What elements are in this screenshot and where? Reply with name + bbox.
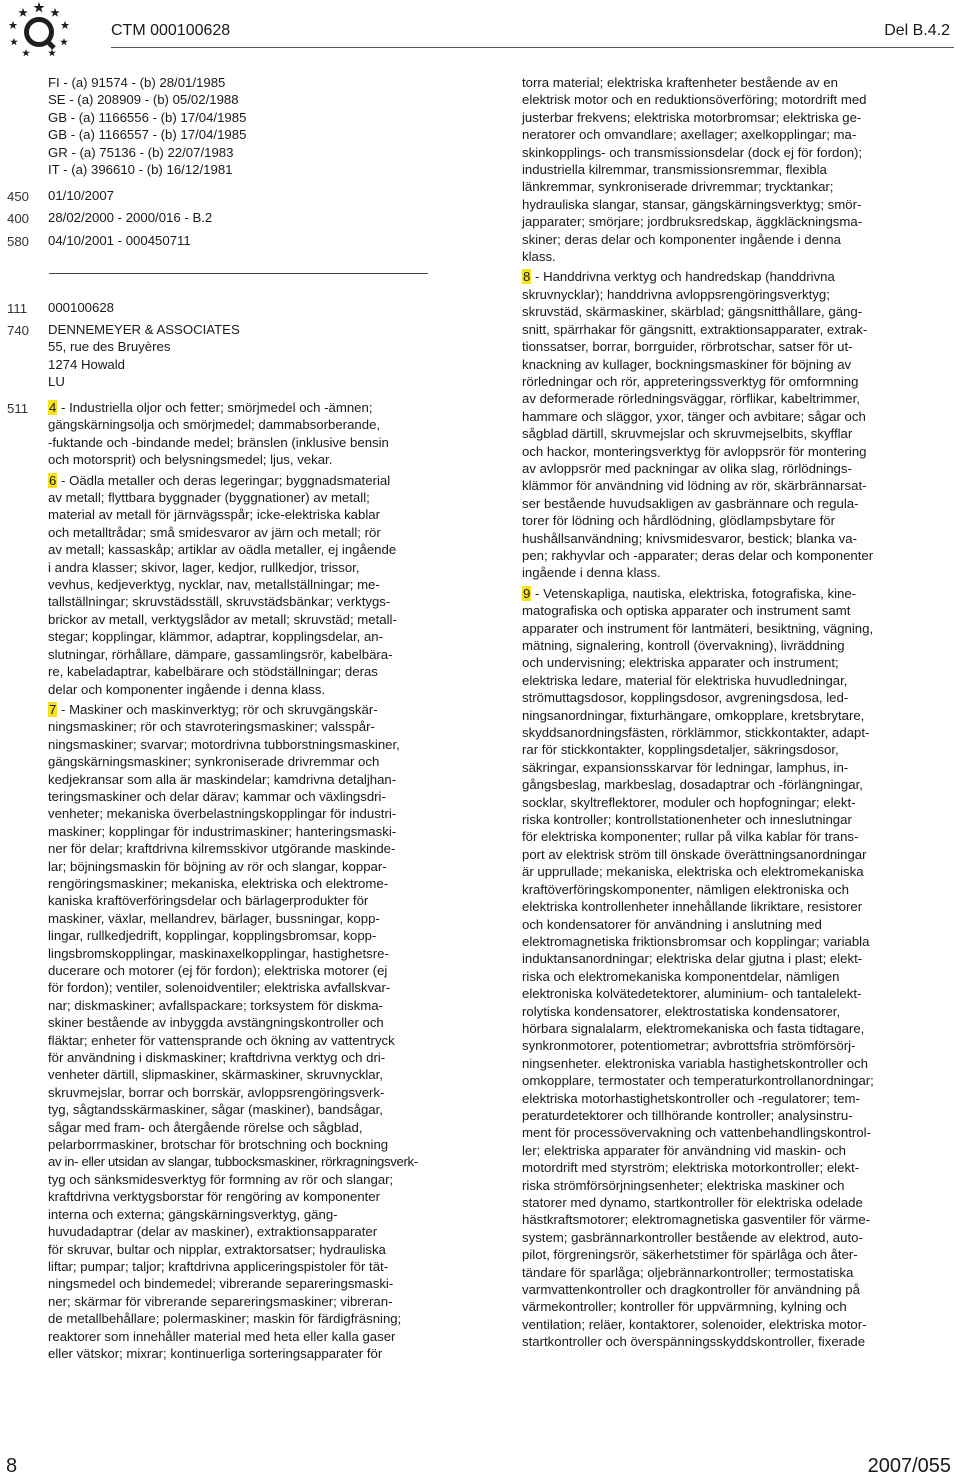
class-line: tyg och sänksmidesverktyg för formning av rör och slangar; xyxy=(48,1171,394,1187)
class-line: induktansanordningar; elektriska delar gjutna i plast; elekt- xyxy=(522,951,863,967)
inid-code-580: 580 xyxy=(7,234,30,249)
class-line: ducerare och motorer (ej för fordon); elektriska motorer (ej xyxy=(48,963,388,978)
class-line: skinkopplings- och transmissionsdelar (dock ej för fordon); xyxy=(522,144,863,160)
class-line: system; gasbrännarkontroller bestående av elektrod, auto- xyxy=(522,1229,863,1245)
class-line: elektriska ledare, material för elektriska huvudledningar, xyxy=(522,672,848,688)
class-line: matografiska och optiska apparater och instrument samt xyxy=(522,603,851,619)
class-line: knackning av kullager, bockningsmaskiner för böjning av xyxy=(522,356,852,372)
field-400: 28/02/2000 - 2000/016 - B.2 xyxy=(48,210,213,225)
class-number-4: 4 xyxy=(49,400,57,415)
class-line: venheter; mekaniska överbelastningskopplingar för industri- xyxy=(48,806,397,822)
class-line: rengöringsmaskiner; mekaniska, elektriska och elektrome- xyxy=(48,875,389,891)
priority-line: GB - (a) 1166557 - (b) 17/04/1985 xyxy=(48,127,247,143)
class-line: synkronmotorer, potentiometrar; avbrottsfria strömförsörj- xyxy=(522,1038,856,1054)
class-line: stegar; kopplingar, klämmor, adaptrar, kopplingsdelar, an- xyxy=(48,629,384,645)
class-line: brickor av metall, verktygslådor av metall; skruvstäd; metall- xyxy=(48,611,397,627)
class-line: - Industriella oljor och fetter; smörjmedel och -ämnen; xyxy=(57,400,373,415)
document-id: CTM 000100628 xyxy=(111,22,231,39)
field-450: 01/10/2007 xyxy=(48,188,115,203)
class-line: pelarborrmaskiner, brotschar för brotschning och bockning xyxy=(48,1137,389,1153)
class-line: - Handdrivna verktyg och handredskap (handdrivna xyxy=(531,269,835,285)
goods-list-right xyxy=(522,74,908,1351)
class-line: rolytiska kondensatorer, elektrostatiska kondensatorer, xyxy=(522,1003,841,1019)
class-line: kraftdrivna verktygsborstar för rengöring av komponenter xyxy=(48,1189,381,1205)
priority-line: SE - (a) 208909 - (b) 05/02/1988 xyxy=(48,92,239,108)
class-line: riska och elektromekaniska komponentdelar, nämligen xyxy=(522,968,840,984)
class-line: peraturdetektorer och tillhörande kontroller; analysinstru- xyxy=(522,1107,853,1123)
class-line: teringsmaskiner och delar därav; kammar och växlingsdri- xyxy=(48,788,386,804)
class-line: hammare och släggor, yxor, tänger och avbitare; sågar och xyxy=(522,408,866,424)
class-line: japparater; smörjare; jordbruksredskap, äggkläckningsma- xyxy=(522,214,863,230)
class-line: skiner bestående av inbyggda avstängningskontroller och xyxy=(48,1015,384,1031)
class-line: lingar, rullkedjedrift, kopplingar, kopplingsbromsar, kopp- xyxy=(48,928,377,944)
class-line: ningsmaskiner; svarvar; motordrivna tubborstningsmaskiner, xyxy=(48,736,400,752)
class-line: ner för delar; kraftdrivna kilremsskivor utgörande maskinde- xyxy=(48,841,396,857)
class-line: av in- eller utsidan av slangar, tubbocksmaskiner, rörkragningsverk- xyxy=(48,1154,418,1170)
class-line: strömuttagsdosor, kopplingsdosor, avgreningsdosa, led- xyxy=(522,690,849,706)
class-line: elektriska kontrollenheter innehållande likriktare, resistorer xyxy=(522,899,863,915)
class-line: gängskärningsolja och smörjmedel; dammabsorberande, xyxy=(48,417,381,433)
priority-line: IT - (a) 396610 - (b) 16/12/1981 xyxy=(48,162,233,178)
class-line: lar; böjningsmaskin för böjning av rör och slangar, koppar- xyxy=(48,858,387,874)
class-line: - Vetenskapliga, nautiska, elektriska, fotografiska, kine- xyxy=(531,585,857,601)
class-4-block xyxy=(48,399,430,469)
field-111: 000100628 xyxy=(48,300,115,315)
class-line: nar; diskmaskiner; avfallspackare; torksystem för diskma- xyxy=(48,997,383,1013)
class-line: ingående i denna klass. xyxy=(522,565,661,581)
class-line: värmekontroller; kontroller för uppvärmning, kylning och xyxy=(522,1299,847,1315)
class-line: klämmor för användning vid lödning av rör, skärbrännarsat- xyxy=(522,478,867,494)
class-line: huvudadaptrar (delar av maskiner), extraktionsapparater xyxy=(48,1224,378,1240)
class-line: ningsanordningar, fixturhängare, omkopplare, kretsbrytare, xyxy=(522,707,865,723)
class-line: snitt, spärrhakar för gängsnitt, extraktionsapparater, extrak- xyxy=(522,321,868,337)
class-line: av avloppsrör med packningar av olika slag, rörlödnings- xyxy=(522,460,852,476)
class-line: neratorer och omvandlare; axellager; axelkopplingar; ma- xyxy=(522,127,857,143)
class-line: i andra klasser; skivor, lager, kedjor, rullkedjor, trissor, xyxy=(48,559,360,575)
inid-code-740: 740 xyxy=(7,323,30,338)
class-line: lingsbromskopplingar, maskinaxelkopplingar, hastighetsre- xyxy=(48,945,389,961)
class-line: ser bestående huvudsakligen av gasbrännare och regula- xyxy=(522,495,859,511)
class-8-block xyxy=(522,268,908,581)
representative-block xyxy=(48,321,430,391)
class-line: av metall; kassaskåp; artiklar av oädla metaller, ej ingående xyxy=(48,542,397,558)
class-line: riska kontroller; kontrollstationenheter och inneslutningar xyxy=(522,812,852,828)
class-line: torra material; elektriska kraftenheter bestående av en xyxy=(522,75,838,90)
class-line: tyg, sågtandsskärmaskiner, sågar (maskiner), bandsågar, xyxy=(48,1102,383,1118)
class-line: elektriska motorhastighetskontroller och -regulatorer; tem- xyxy=(522,1090,860,1106)
class-line: klass. xyxy=(522,249,556,265)
class-line: skruvmejslar, borrar och borrskär, avloppsrengöringsverk- xyxy=(48,1084,385,1100)
class-line: - Oädla metaller och deras legeringar; byggnadsmaterial xyxy=(57,472,391,488)
representative-street: 55, rue des Bruyères xyxy=(48,339,171,355)
class-line: interna och externa; gängskärningsverktyg, gäng- xyxy=(48,1206,338,1222)
class-line: liftar; pumpar; taljor; kraftdrivna appliceringspistoler för tät- xyxy=(48,1258,389,1274)
class-line: slutningar, rörhållare, dämpare, gassamlingsrör, kabelbära- xyxy=(48,646,393,662)
class-line: elektrisk motor och en reduktionsöverföring; motordrift med xyxy=(522,92,867,108)
class-line: kraftöverföringskomponenter, nämligen elektroniska och xyxy=(522,881,849,897)
class-line: skruvnycklar); handdrivna avloppsrengöringsverktyg; xyxy=(522,286,830,302)
class-line: för elektriska komponenter; rullar på vilka kablar för trans- xyxy=(522,829,859,845)
class-line: varmvattenkontroller och dragkontroller för användning på xyxy=(522,1282,860,1298)
class-line: och undervisning; elektriska apparater och instrument; xyxy=(522,655,839,671)
class-line: hushållsanvändning; knivsmidesvaror, bestick; blanka va- xyxy=(522,530,857,546)
class-line: gängskärningsmaskiner; synkroniserade drivremmar och xyxy=(48,754,380,770)
class-line: fläktar; enheter för vattensprande och ökning av vattentryck xyxy=(48,1032,395,1048)
class-line: hästkraftsmotorer; elektromagnetiska gasventiler för värme- xyxy=(522,1212,871,1228)
class-line: ningsenheter. elektroniska variabla hastighetskontroller och xyxy=(522,1055,869,1071)
eu-trademark-logo xyxy=(4,0,74,62)
class-line: venheter därtill, slipmaskiner, skärmaskiner, skruvnycklar, xyxy=(48,1067,383,1083)
class-line: tallställningar; skruvstädsställ, skruvstädsbänkar; verktygs- xyxy=(48,594,391,610)
class-line: apparater och instrument för lantmäteri, besiktning, vägning, xyxy=(522,620,874,636)
class-line: eller vätskor; mixrar; kontinuerliga sorteringsapparater för xyxy=(48,1345,383,1361)
class-line: gångsbeslag, markbeslag, dosadaptrar och -förlängningar, xyxy=(522,777,863,793)
class-number-6: 6 xyxy=(49,472,57,488)
class-line: och metalltrådar; små smidesvaror av järn och metall; rör xyxy=(48,524,381,540)
class-line: socklar, skyltreflektorer, moduler och hopfogningar; elekt- xyxy=(522,794,856,810)
class-line: för skruvar, bultar och nipplar, extraktorsatser; hydrauliska xyxy=(48,1241,386,1257)
class-line: reaktorer som innehåller material med heta eller kalla gaser xyxy=(48,1328,396,1344)
priority-line: FI - (a) 91574 - (b) 28/01/1985 xyxy=(48,75,226,90)
section-divider xyxy=(49,273,428,274)
class-line: tändare för sparlåga; oljebrännarkontroller; termostatiska xyxy=(522,1264,854,1280)
class-line: skruvstäd, skärmaskiner, skärblad; gängsnitthållare, gäng- xyxy=(522,304,863,320)
class-line: kaniska kraftöverföringsdelar och bärlagerprodukter för xyxy=(48,893,369,909)
class-number-9: 9 xyxy=(523,585,531,601)
priority-list xyxy=(48,74,430,178)
class-line: de metallbehållare; polermaskiner; maskin för färdigfräsning; xyxy=(48,1311,402,1327)
class-line: sågar med fram- och återgående rörelse och sågblad, xyxy=(48,1119,363,1135)
header-rule xyxy=(111,47,954,48)
class-line: pen; rakhyvlar och -apparater; deras delar och komponenter xyxy=(522,547,874,563)
class-line: ler; elektriska apparater för användning vid maskin- och xyxy=(522,1142,846,1158)
inid-code-400: 400 xyxy=(7,211,30,226)
class-line: port av elektrisk ström till önskade överättningsanordningar xyxy=(522,846,867,862)
inid-code-450: 450 xyxy=(7,189,30,204)
class-line: maskiner; kopplingar för industrimaskiner; hanteringsmaski- xyxy=(48,823,397,839)
class-number-7: 7 xyxy=(49,701,57,717)
class-line: - Maskiner och maskinverktyg; rör och skruvgängskär- xyxy=(57,701,378,717)
class-line: rar för stickkontakter, kopplingsdetaljer, säkringsdosor, xyxy=(522,742,839,758)
page-number: 8 xyxy=(6,1455,18,1477)
class-line: för användning i diskmaskiner; kraftdrivna verktyg och dri- xyxy=(48,1050,386,1066)
class-line: mätning, signalering, kontroll (övervakning), livräddning xyxy=(522,638,845,653)
class-line: re, kabeladaptrar, kabelbärare och stödställningar; deras xyxy=(48,664,378,680)
class-line: riska strömförsörjningsenheter; elektriska maskiner och xyxy=(522,1177,845,1193)
class-line: sågblad därtill, skruvmejslar och skruvmejselbits, skyfflar xyxy=(522,426,853,442)
class-line: skyddsanordningsfästen, rörklämmor, stickkontakter, adapt- xyxy=(522,725,870,741)
class-9-block xyxy=(522,585,908,1351)
class-line: ventilation; reläer, kontaktorer, solenoider, elektriska motor- xyxy=(522,1316,867,1332)
class-line: skiner; deras delar och komponenter ingående i denna xyxy=(522,231,841,247)
class-line: elektroniska kolvätedetektorer, aluminium- och tantalelekt- xyxy=(522,986,862,1002)
class-7-continuation xyxy=(522,74,908,265)
priority-line: GB - (a) 1166556 - (b) 17/04/1985 xyxy=(48,109,247,125)
class-line: hörbara signalalarm, elektromekaniska och fasta tidtagare, xyxy=(522,1020,865,1036)
class-line: av metall; flyttbara byggnader (byggnationer) av metall; xyxy=(48,490,370,506)
class-line: omkopplare, termostater och temperaturkontrollanordningar; xyxy=(522,1073,874,1089)
class-line: material av metall för järnvägsspår; icke-elektriska kablar xyxy=(48,507,381,523)
class-line: tionssatser, borrar, borrguider, rörbrotschar, satser för ut- xyxy=(522,339,853,355)
class-line: och motorsprit) och belysningsmedel; ljus, vekar. xyxy=(48,452,333,468)
inid-code-111: 111 xyxy=(7,301,28,316)
inid-code-511: 511 xyxy=(7,401,29,416)
representative-country: LU xyxy=(48,374,65,390)
class-7-block xyxy=(48,701,430,1362)
bulletin-issue: 2007/055 xyxy=(867,1455,951,1477)
class-line: statorer med dynamo, startkontroller för elektriska odelade xyxy=(522,1195,863,1210)
class-line: industriella kilremmar, transmissionsremmar, flexibla xyxy=(522,162,827,178)
class-line: och kondensatorer för användning i anslutning med xyxy=(522,916,822,932)
class-line: torer för lödning och hårdlödning, glödlampsbytare för xyxy=(522,513,836,529)
class-6-block xyxy=(48,472,430,698)
class-line: och hackor, monteringsverktyg för avloppsrör för montering xyxy=(522,443,867,459)
priority-line: GR - (a) 75136 - (b) 22/07/1983 xyxy=(48,144,234,160)
class-line: startkontroller och överspänningsskyddskontroller, fixerade xyxy=(522,1334,866,1350)
class-line: maskiner, växlar, mellandrev, bärlager, bussningar, kopp- xyxy=(48,910,380,926)
class-line: av deformerade rörledningsväggar, rörflikar, kabeltrimmer, xyxy=(522,391,860,407)
class-line: motordrift med styrström; elektriska motorkontroller; elekt- xyxy=(522,1160,860,1176)
class-line: ningsmedel och bindemedel; vibrerande separeringsmaski- xyxy=(48,1276,394,1292)
representative-name: DENNEMEYER & ASSOCIATES xyxy=(48,322,240,337)
class-line: för fordon); ventiler, solenoidventiler; elektriska avfallskvar- xyxy=(48,980,391,996)
class-line: -fuktande och -bindande medel; bränslen (inklusive bensin xyxy=(48,434,389,450)
class-line: ningsmaskiner; rör och stavroteringsmaskiner; valsspår- xyxy=(48,719,375,735)
goods-list-left xyxy=(48,399,430,1362)
class-line: vevhus, kedjeverktyg, nycklar, nav, metallställningar; me- xyxy=(48,577,380,593)
class-line: delar och komponenter ingående i denna klass. xyxy=(48,681,326,697)
field-580: 04/10/2001 - 000450711 xyxy=(48,233,191,248)
class-line: säkringar, expansionsskarvar för ledningar, lamphus, in- xyxy=(522,759,849,775)
class-line: rörledningar och rör, appreteringssverktyg för omformning xyxy=(522,373,859,389)
section-label: Del B.4.2 xyxy=(884,22,950,39)
class-line: justerbar frekvens; elektriska motorbromsar; elektriska ge- xyxy=(522,109,862,125)
class-number-8: 8 xyxy=(523,269,531,285)
class-line: ment för processövervakning och vattenbehandlingskontrol- xyxy=(522,1125,871,1141)
representative-city: 1274 Howald xyxy=(48,356,125,372)
class-line: ner; skärmar för vibrerande separeringsmaskiner; vibreran- xyxy=(48,1293,393,1309)
class-line: elektromagnetiska friktionsbromsar och kopplingar; variabla xyxy=(522,933,870,949)
class-line: hydrauliska slangar, stansar, gängskärningsverktyg; smör- xyxy=(522,196,862,212)
class-line: länkremmar, synkroniserade drivremmar; trycktankar; xyxy=(522,179,834,195)
class-line: pilot, förgreningsrör, säkerhetstimer för spärlåga och åter- xyxy=(522,1247,858,1263)
class-line: kedjekransar som alla är maskindelar; kamdrivna detaljhan- xyxy=(48,771,397,787)
class-line: är upprullade; mekaniska, elektriska och elektromekaniska xyxy=(522,864,864,880)
